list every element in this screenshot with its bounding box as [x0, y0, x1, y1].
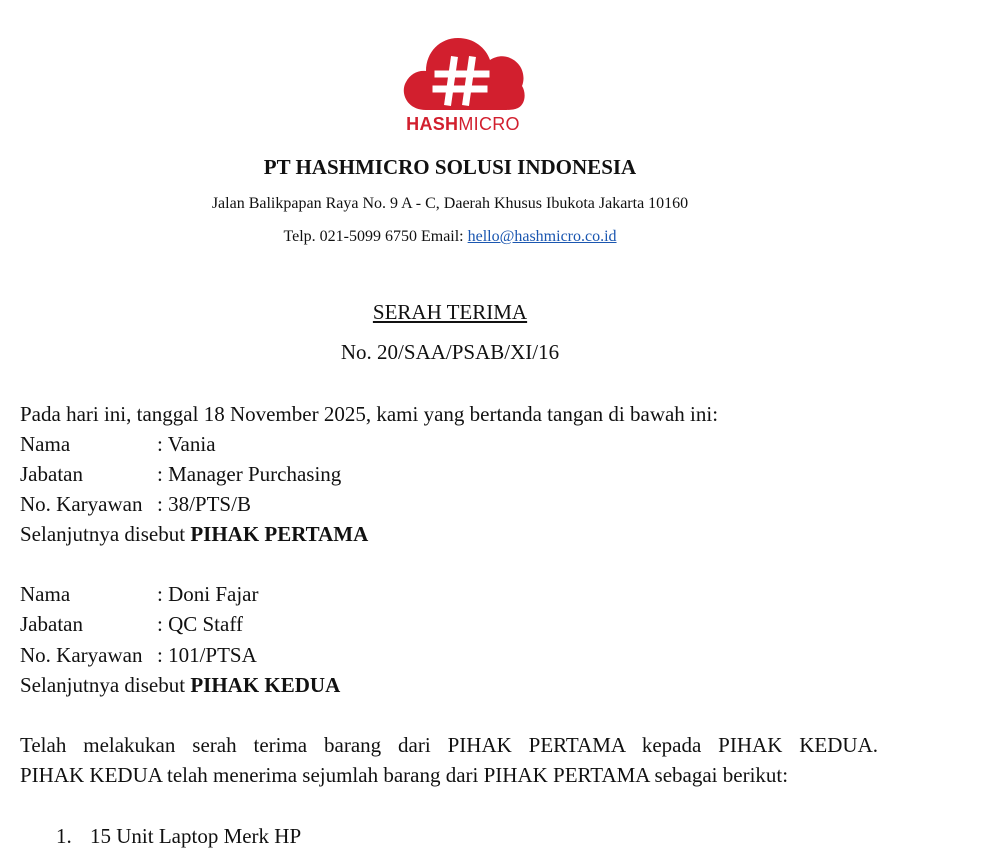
party2-position-row [20, 610, 243, 638]
party2-name-label: Nama [20, 582, 71, 606]
party1-emp-row [20, 490, 251, 518]
document-title: SERAH TERIMA [372, 300, 528, 324]
party1-ref-name: PIHAK PERTAMA [190, 522, 369, 546]
company-logo [396, 30, 530, 136]
company-contact [0, 226, 900, 248]
party2-emp-row [20, 641, 257, 669]
party2-name-row [20, 580, 258, 608]
party1-ref-prefix: Selanjutnya disebut [20, 522, 191, 546]
party1-emp-value: : 38/PTS/B [157, 492, 251, 516]
list-item [56, 822, 301, 850]
party1-position-value: : Manager Purchasing [157, 462, 342, 486]
company-logo-wordmark [396, 114, 530, 134]
statement-line-2: PIHAK KEDUA telah menerima sejumlah barang dari PIHAK PERTAMA sebagai berikut: [20, 763, 789, 787]
list-item-number: 1. [56, 824, 72, 848]
party2-position-label: Jabatan [20, 612, 83, 636]
party1-emp-label: No. Karyawan [20, 492, 143, 516]
party2-emp-value: : 101/PTSA [157, 643, 257, 667]
party2-position-value: : QC Staff [157, 612, 243, 636]
party2-ref-name: PIHAK KEDUA [190, 673, 341, 697]
phone-text: Telp. 021-5099 6750 Email: [283, 228, 468, 245]
list-item-text: 15 Unit Laptop Merk HP [90, 824, 302, 848]
party1-reference [20, 520, 368, 548]
logo-text-light: MICRO [458, 114, 520, 134]
party1-name-row [20, 430, 216, 458]
cloud-hashtag-icon [396, 30, 530, 114]
document-number: No. 20/SAA/PSAB/XI/16 [340, 340, 560, 364]
statement-line-1: Telah melakukan serah terima barang dari PIHAK PERTAMA kepada PIHAK KEDUA. [20, 733, 878, 757]
company-name: PT HASHMICRO SOLUSI INDONESIA [263, 155, 637, 179]
party1-position-row [20, 460, 341, 488]
party2-name-value: : Doni Fajar [157, 582, 259, 606]
party1-name-value: : Vania [157, 432, 216, 456]
party2-reference [20, 671, 340, 699]
intro-text: Pada hari ini, tanggal 18 November 2025, kami yang bertanda tangan di bawah ini: [20, 402, 719, 426]
company-address: Jalan Balikpapan Raya No. 9 A - C, Daerah Khusus Ibukota Jakarta 10160 [211, 195, 689, 212]
statement-paragraph [20, 730, 878, 760]
email-link[interactable]: hello@hashmicro.co.id [467, 228, 617, 245]
party1-name-label: Nama [20, 432, 71, 456]
party2-ref-prefix: Selanjutnya disebut [20, 673, 191, 697]
party1-position-label: Jabatan [20, 462, 83, 486]
party2-emp-label: No. Karyawan [20, 643, 143, 667]
logo-text-bold: HASH [406, 114, 459, 134]
